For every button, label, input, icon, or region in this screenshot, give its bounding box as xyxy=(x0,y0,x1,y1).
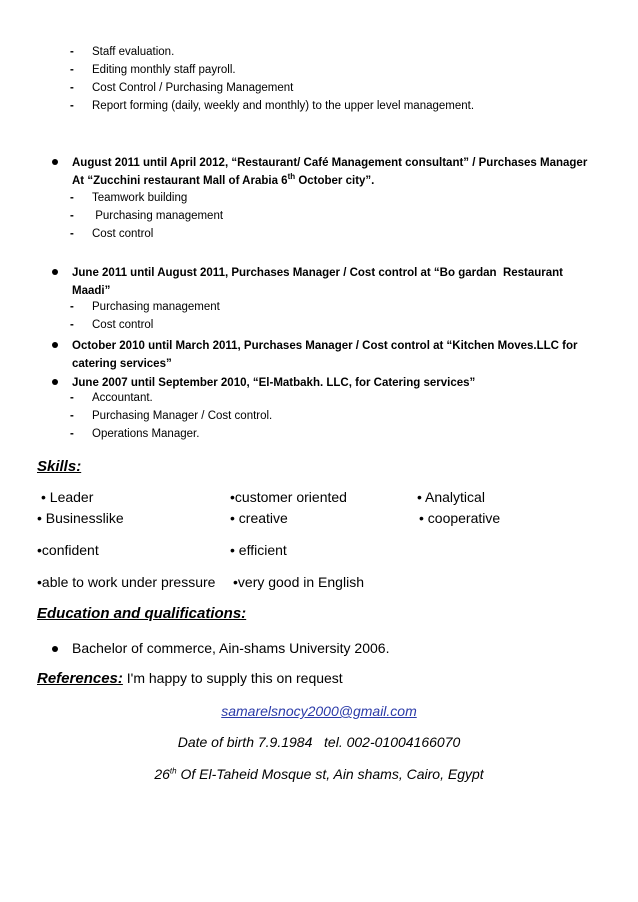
dash-marker: - xyxy=(70,192,74,204)
education-heading: Education and qualifications: xyxy=(37,605,247,622)
task-item xyxy=(70,46,174,58)
task-text: Purchasing management xyxy=(92,210,224,222)
skill-item: • cooperative xyxy=(419,510,501,526)
bullet-icon xyxy=(52,269,58,275)
task-item xyxy=(70,410,272,422)
skill-item: • creative xyxy=(230,510,288,526)
job-location: catering services” xyxy=(72,358,172,370)
task-text: Operations Manager. xyxy=(92,428,200,440)
references-line xyxy=(37,670,343,687)
task-item xyxy=(70,82,293,94)
email-line xyxy=(0,703,638,719)
dash-marker: - xyxy=(70,82,74,94)
dash-marker: - xyxy=(70,46,74,58)
job-title: June 2011 until August 2011, Purchases Manager / Cost control at “Bo gardan Restaurant xyxy=(72,267,564,279)
task-text: Cost control xyxy=(92,228,154,240)
skill-item: •customer oriented xyxy=(230,489,347,505)
dash-marker: - xyxy=(70,428,74,440)
bullet-icon xyxy=(52,646,58,652)
skill-item: • Analytical xyxy=(417,489,485,505)
task-item xyxy=(70,210,223,222)
task-text: Purchasing Manager / Cost control. xyxy=(92,410,273,422)
email-link[interactable]: samarelsnocy2000@gmail.com xyxy=(221,703,417,719)
skill-item: •very good in English xyxy=(233,574,364,590)
task-text: Teamwork building xyxy=(92,192,188,204)
dash-marker: - xyxy=(70,228,74,240)
task-item xyxy=(70,392,153,404)
task-item xyxy=(70,100,474,112)
job-title: October 2010 until March 2011, Purchases Manager / Cost control at “Kitchen Moves.LLC for xyxy=(72,340,578,352)
bullet-icon xyxy=(52,159,58,165)
references-heading: References: xyxy=(37,670,123,687)
address-line: 26th Of El-Taheid Mosque st, Ain shams, Cairo, Egypt xyxy=(154,766,484,782)
task-text: Cost Control / Purchasing Management xyxy=(92,82,294,94)
task-text: Cost control xyxy=(92,319,154,331)
task-text: Accountant. xyxy=(92,392,153,404)
job-title: August 2011 until April 2012, “Restaurant/ Café Management consultant” / Purchases Manager xyxy=(72,157,588,169)
job-location: Maadi” xyxy=(72,285,111,297)
dash-marker: - xyxy=(70,319,74,331)
task-item xyxy=(70,428,199,440)
job-location: At “Zucchini restaurant Mall of Arabia 6th October city”. xyxy=(72,172,375,187)
task-item xyxy=(70,301,220,313)
dob-phone-line: Date of birth 7.9.1984 tel. 002-01004166070 xyxy=(177,734,461,750)
task-text: Staff evaluation. xyxy=(92,46,175,58)
job-title: June 2007 until September 2010, “El-Matbakh. LLC, for Catering services” xyxy=(72,377,476,389)
education-text: Bachelor of commerce, Ain-shams University 2006. xyxy=(72,640,390,656)
task-text: Report forming (daily, weekly and monthly) to the upper level management. xyxy=(92,100,475,112)
dash-marker: - xyxy=(70,301,74,313)
skill-item: • efficient xyxy=(230,542,287,558)
skills-heading: Skills: xyxy=(37,458,82,475)
skill-item: •able to work under pressure xyxy=(37,574,216,590)
task-item xyxy=(70,228,153,240)
task-item xyxy=(70,64,236,76)
dash-marker: - xyxy=(70,64,74,76)
task-item xyxy=(70,319,153,331)
bullet-icon xyxy=(52,379,58,385)
dash-marker: - xyxy=(70,210,74,222)
skill-item: •confident xyxy=(37,542,99,558)
task-text: Editing monthly staff payroll. xyxy=(92,64,236,76)
skill-item: • Businesslike xyxy=(37,510,124,526)
references-text: I'm happy to supply this on request xyxy=(122,670,343,686)
bullet-icon xyxy=(52,342,58,348)
skill-item: • Leader xyxy=(41,489,94,505)
dash-marker: - xyxy=(70,392,74,404)
dash-marker: - xyxy=(70,410,74,422)
task-text: Purchasing management xyxy=(92,301,220,313)
dash-marker: - xyxy=(70,100,74,112)
task-item xyxy=(70,192,187,204)
